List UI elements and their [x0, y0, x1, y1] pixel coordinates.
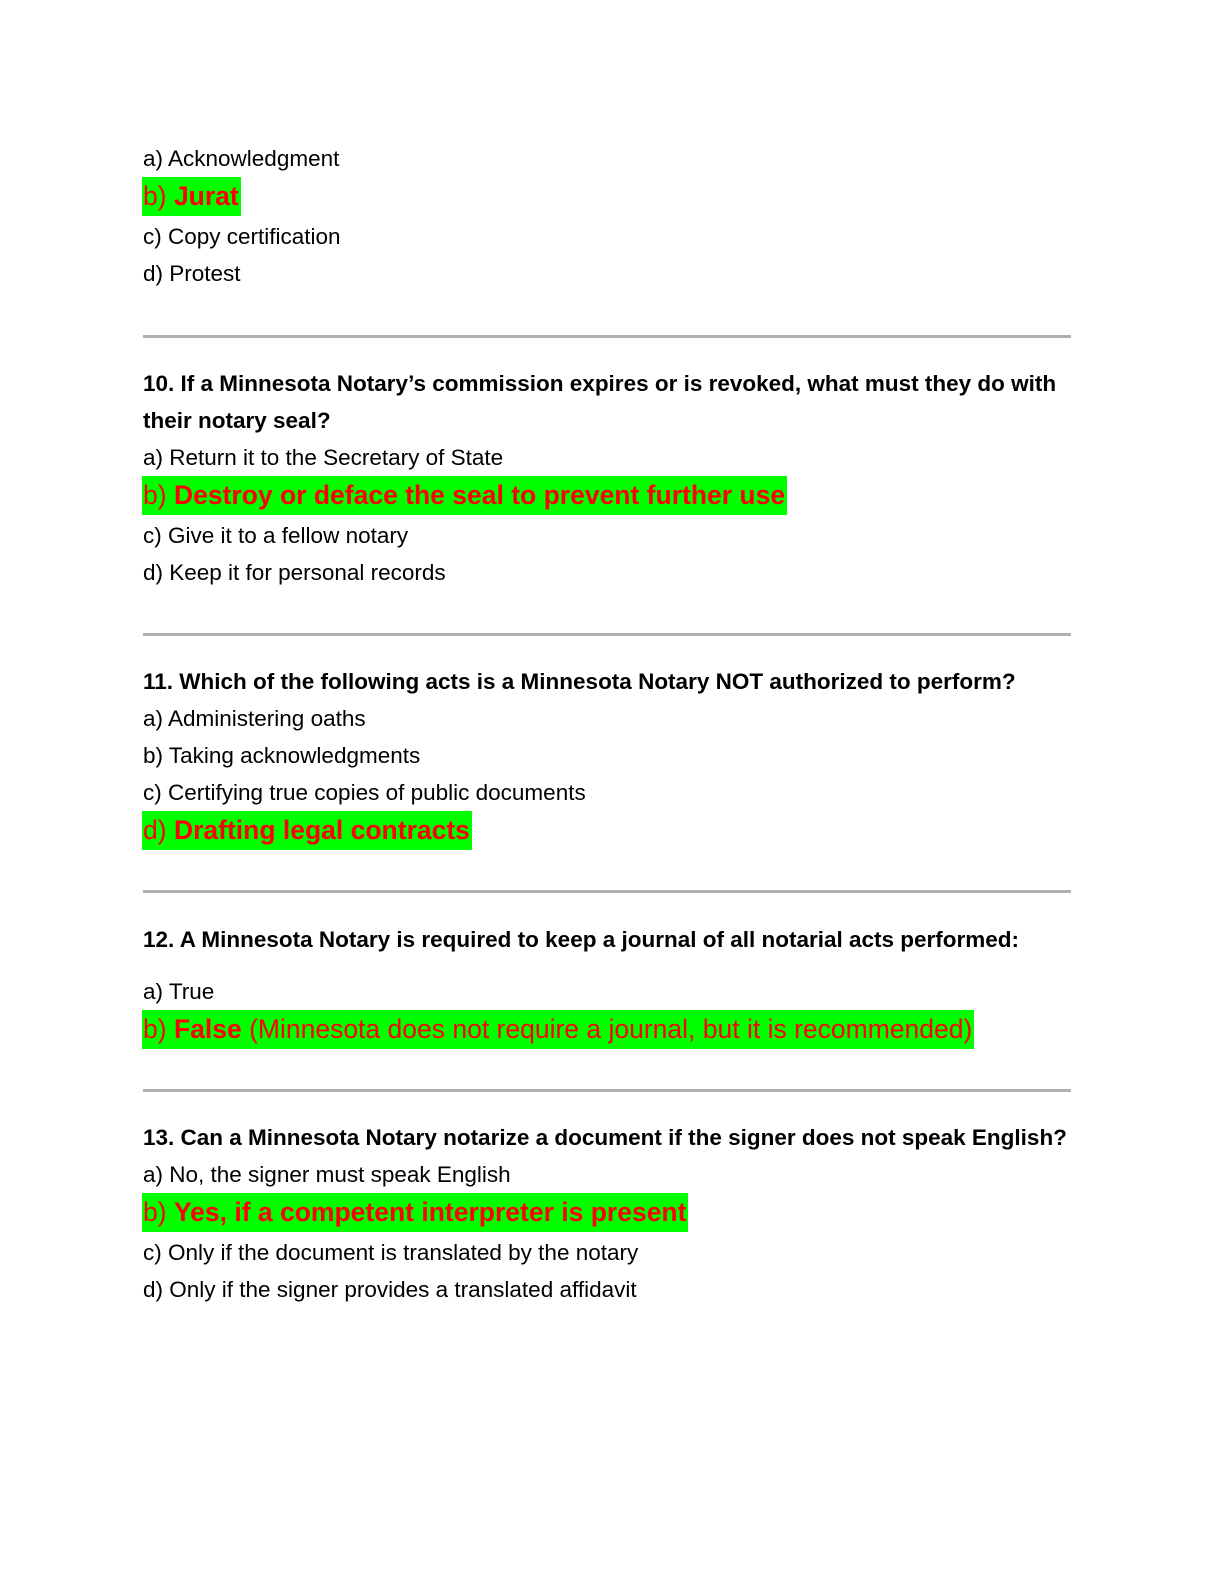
option-d: d) Protest [143, 261, 241, 286]
question-9-options [143, 140, 1071, 292]
option-a: a) True [143, 979, 215, 1004]
answer-text: Destroy or deface the seal to prevent further use [173, 480, 786, 510]
answer-letter: b) [143, 1014, 174, 1044]
question-12 [143, 921, 1071, 1051]
answer-text: Drafting legal contracts [173, 815, 470, 845]
option-c: c) Copy certification [143, 224, 341, 249]
answer-note: (Minnesota does not require a journal, but it is recommended) [241, 1014, 973, 1044]
correct-answer [142, 476, 787, 515]
option-a: a) Return it to the Secretary of State [143, 445, 504, 470]
question-text: 10. If a Minnesota Notary’s commission expires or is revoked, what must they do with their notary seal? [143, 371, 1057, 433]
correct-answer [142, 811, 472, 850]
option-d: d) Only if the signer provides a translated affidavit [143, 1277, 637, 1302]
question-text: 12. A Minnesota Notary is required to keep a journal of all notarial acts performed: [143, 927, 1020, 952]
option-c: c) Certifying true copies of public documents [143, 780, 586, 805]
answer-letter: b) [143, 480, 174, 510]
question-text: 11. Which of the following acts is a Minnesota Notary NOT authorized to perform? [143, 669, 1016, 694]
answer-letter: d) [143, 815, 174, 845]
option-a: a) Administering oaths [143, 706, 366, 731]
quiz-page [143, 140, 1071, 1308]
question-text: 13. Can a Minnesota Notary notarize a document if the signer does not speak English? [143, 1125, 1067, 1150]
correct-answer [142, 1010, 974, 1049]
question-10 [143, 365, 1071, 591]
option-d: d) Keep it for personal records [143, 560, 446, 585]
option-c: c) Only if the document is translated by the notary [143, 1240, 639, 1265]
answer-letter: b) [143, 1197, 174, 1227]
correct-answer: b) Jurat [142, 177, 241, 216]
answer-text: Yes, if a competent interpreter is present [173, 1197, 687, 1227]
question-11 [143, 663, 1071, 852]
option-c: c) Give it to a fellow notary [143, 523, 409, 548]
correct-answer [142, 1193, 688, 1232]
option-a: a) Acknowledgment [143, 146, 340, 171]
option-a: a) No, the signer must speak English [143, 1162, 511, 1187]
option-b: b) Taking acknowledgments [143, 743, 421, 768]
question-13 [143, 1119, 1071, 1308]
answer-text: False [173, 1014, 242, 1044]
